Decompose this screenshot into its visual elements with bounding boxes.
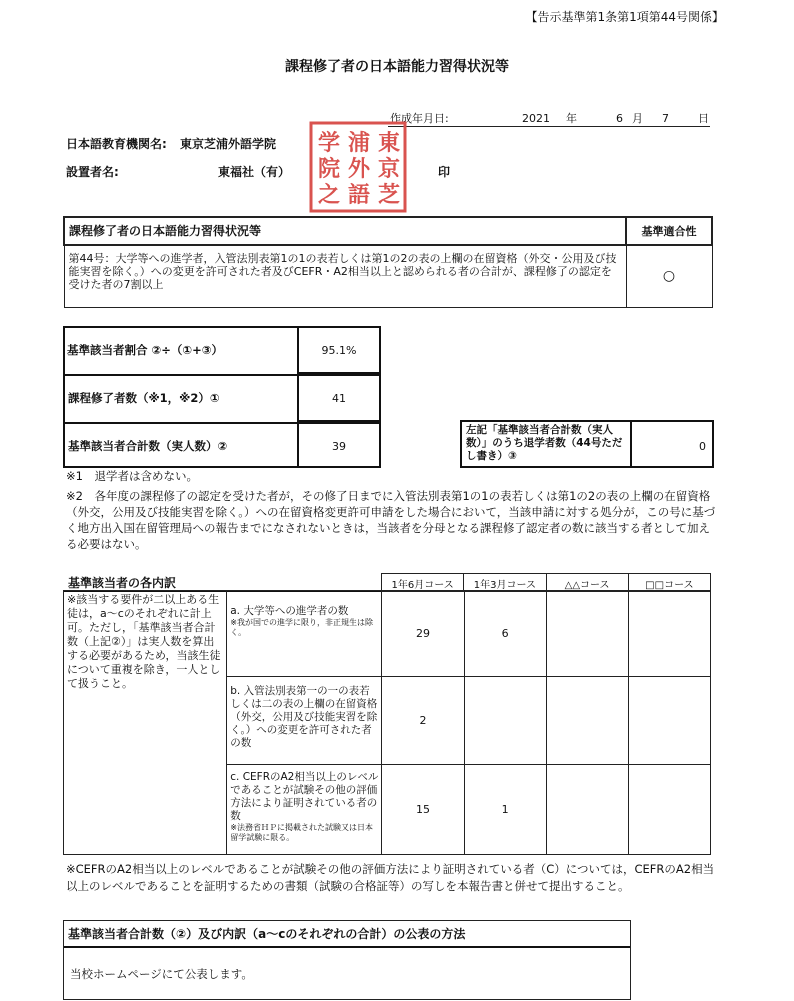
cell-value xyxy=(464,677,546,765)
withdrawn-box xyxy=(460,420,714,468)
svg-text:芝: 芝 xyxy=(378,182,401,208)
founder-name: 東福社（有） xyxy=(218,165,291,179)
svg-text:浦: 浦 xyxy=(348,130,371,156)
summary-header-right: 基準適合性 xyxy=(626,217,712,245)
cell-value xyxy=(546,591,628,677)
cell-value xyxy=(628,591,710,677)
row-sub: ※法務省ＨＰに掲載された試験又は日本留学試験に限る。 xyxy=(230,823,373,842)
breakdown-row-b xyxy=(227,677,382,765)
cell-value xyxy=(546,765,628,855)
cell-value: 15 xyxy=(382,765,464,855)
date-month-unit: 月 xyxy=(632,112,643,125)
institution-stamp xyxy=(308,120,408,214)
svg-text:京: 京 xyxy=(378,156,401,182)
date-year-unit: 年 xyxy=(566,112,577,125)
svg-text:学: 学 xyxy=(318,130,341,156)
summary-result: ○ xyxy=(626,245,712,307)
breakdown-left-note: ※該当する要件が二以上ある生徒は，a～cのそれぞれに計上可。ただし，「基準該当者合計数（上記②）」は実人数を算出する必要があるため，当該生徒について重複を除き，一人として扱うこと。 xyxy=(64,591,227,855)
date-day-unit: 日 xyxy=(698,112,709,125)
svg-text:外: 外 xyxy=(348,156,371,182)
withdrawn-value: 0 xyxy=(699,440,706,453)
row-label: c. CEFRのA2相当以上のレベルであることが試験その他の評価方法により証明されている者の数 xyxy=(230,771,379,822)
qualified-value: 39 xyxy=(332,440,346,453)
publication-body: 当校ホームページにて公表します。 xyxy=(70,967,253,981)
svg-text:之: 之 xyxy=(318,182,341,208)
cell-value xyxy=(628,765,710,855)
founder-label: 設置者名: xyxy=(66,165,119,179)
publication-title: 基準該当者合計数（②）及び内訳（a～cのそれぞれの合計）の公表の方法 xyxy=(64,921,630,948)
ratio-label: 基準該当者割合 ②÷（①+③） xyxy=(67,343,223,357)
withdrawn-label: 左記「基準該当者合計数（実人数）」のうち退学者数（44号ただし書き）③ xyxy=(466,424,623,462)
date-day: 7 xyxy=(662,112,669,125)
date-year: 2021 xyxy=(522,112,550,125)
breakdown-table xyxy=(63,590,711,855)
row-label: b. 入管法別表第一の一の表若しくは二の表の上欄の在留資格（外交，公用及び技能実習を除く。）への変更を許可された者の数 xyxy=(230,685,378,749)
seal-label: 印 xyxy=(438,165,451,179)
row-label: a. 大学等への進学者の数 xyxy=(230,605,349,617)
cell-value: 29 xyxy=(382,591,464,677)
date-underline xyxy=(388,126,710,127)
svg-text:院: 院 xyxy=(318,156,341,182)
note-2: ※2 各年度の課程修了の認定を受けた者が，その修了日までに入管法別表第1の1の表若しくは第1の2の表の上欄の在留資格（外交，公用及び技能実習を除く。）への在留資格変更許可申請をした場合において，当該申請に対する処分が，この号に基づく地方出入国在留管理局への報告までになされないときは，当該者を分母となる課程修了認定者の数に該当する者として加える必要はない。 xyxy=(66,489,716,551)
breakdown-row-a xyxy=(227,591,382,677)
ratio-value: 95.1% xyxy=(321,344,357,357)
svg-text:語: 語 xyxy=(348,182,371,208)
col-header: △△コース xyxy=(546,574,628,592)
summary-table xyxy=(63,216,713,308)
breakdown-row-c xyxy=(227,765,382,855)
cell-value: 1 xyxy=(464,765,546,855)
reference-label: 【告示基準第1条第1項第44号関係】 xyxy=(525,10,724,24)
row-sub: ※我が国での進学に限り，非正規生は除く。 xyxy=(230,618,373,637)
date-month: 6 xyxy=(616,112,623,125)
completed-value: 41 xyxy=(332,392,346,405)
completed-label: 課程修了者数（※1，※2）① xyxy=(68,391,220,405)
cefr-note: ※CEFRのA2相当以上のレベルであることが試験その他の評価方法により証明されている者（C）については，CEFRのA2相当以上のレベルであることを証明するための書類（試験の合格証等）の写しを本報告書と併せて提出すること。 xyxy=(66,862,715,893)
col-header: 1年3月コース xyxy=(464,574,546,592)
cell-value xyxy=(628,677,710,765)
breakdown-title: 基準該当者の各内訳 xyxy=(68,576,177,590)
cell-value: 2 xyxy=(382,677,464,765)
institution-label: 日本語教育機関名: xyxy=(66,137,167,151)
col-header: □□コース xyxy=(628,574,710,592)
date-label: 作成年月日: xyxy=(390,112,449,125)
summary-header-left: 課程修了者の日本語能力習得状況等 xyxy=(64,217,626,245)
summary-body: 第44号：大学等への進学者，入管法別表第1の1の表若しくは第1の2の表の上欄の在留資格（外交・公用及び技能実習を除く。）への変更を許可された者及びCEFR・A2相当以上と認められる者の合計が、課程修了の認定を受けた者の7割以上 xyxy=(64,245,626,307)
cell-value: 6 xyxy=(464,591,546,677)
publication-box xyxy=(63,920,631,1000)
note-1: ※1 退学者は含めない。 xyxy=(66,469,198,483)
svg-text:東: 東 xyxy=(378,130,401,156)
institution-name: 東京芝浦外語学院 xyxy=(180,137,277,151)
page-title: 課程修了者の日本語能力習得状況等 xyxy=(285,59,509,75)
col-header: 1年6月コース xyxy=(382,574,464,592)
qualified-label: 基準該当者合計数（実人数）② xyxy=(68,439,228,453)
cell-value xyxy=(546,677,628,765)
